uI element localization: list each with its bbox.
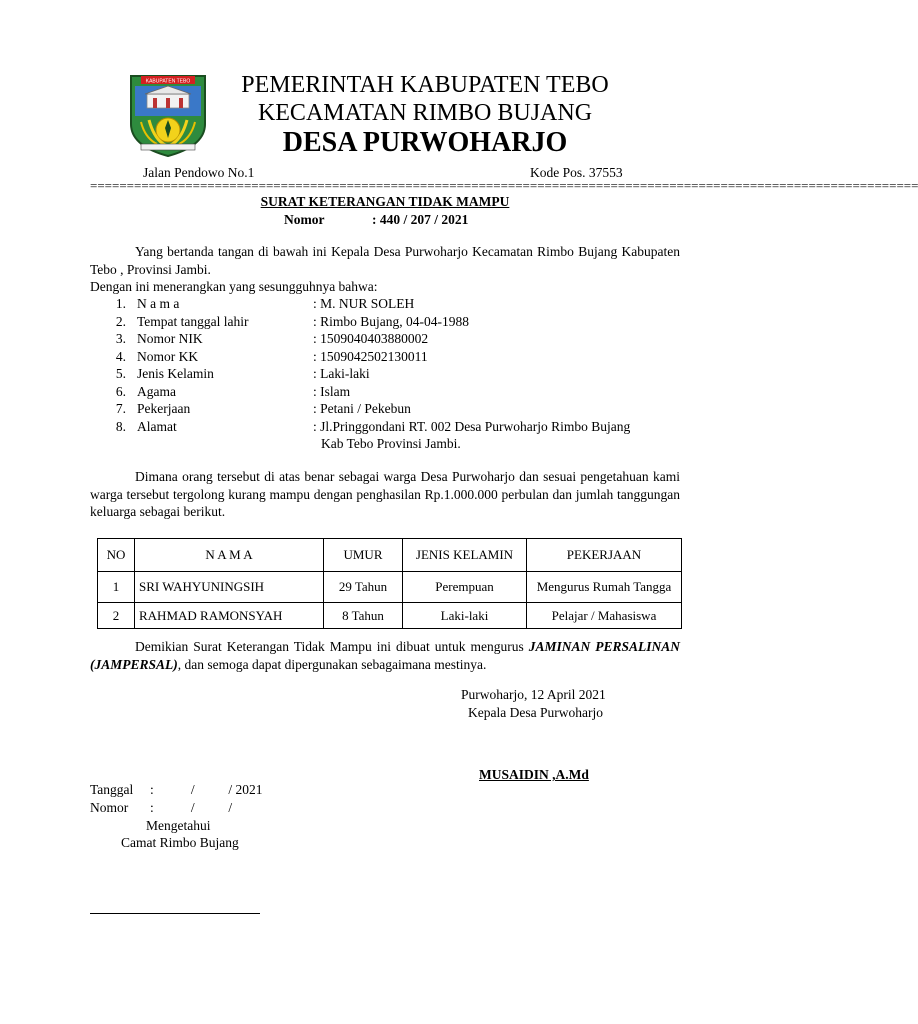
- footer-date-value: : / / 2021: [150, 782, 263, 797]
- cell-occupation: Pelajar / Mahasiswa: [527, 603, 682, 629]
- detail-value: : 1509040403880002: [313, 331, 429, 346]
- letter-number-label: Nomor: [284, 212, 325, 227]
- letter-title: SURAT KETERANGAN TIDAK MAMPU: [260, 194, 510, 209]
- dependents-table: [97, 538, 682, 629]
- detail-label: Pekerjaan: [137, 401, 191, 416]
- col-header-age: UMUR: [324, 539, 403, 572]
- signature-line: [90, 913, 260, 914]
- closing-text-end: , dan semoga dapat dipergunakan sebagaimana mestinya.: [177, 656, 487, 672]
- detail-number: 3.: [115, 331, 126, 346]
- detail-number: 8.: [115, 418, 126, 434]
- closing-purpose: JAMINAN PERSALINAN (JAMPERSAL): [90, 639, 680, 672]
- detail-value: : Jl.Pringgondani RT. 002 Desa Purwoharjo Rimbo Bujang: [313, 418, 631, 434]
- detail-value: : M. NUR SOLEH: [313, 296, 415, 311]
- col-header-name: N A M A: [135, 539, 324, 572]
- detail-label: N a m a: [137, 296, 180, 311]
- detail-label: Nomor NIK: [137, 331, 203, 346]
- detail-number: 2.: [115, 313, 126, 329]
- cell-no: 1: [98, 572, 135, 603]
- detail-number: 6.: [115, 383, 126, 399]
- cell-age: 29 Tahun: [324, 572, 403, 603]
- table-header-row: [98, 539, 682, 572]
- cell-occupation: Mengurus Rumah Tangga: [527, 572, 682, 603]
- letter-number-value: : 440 / 207 / 2021: [372, 212, 469, 227]
- tebo-regency-logo: [127, 72, 209, 158]
- sign-place-date: Purwoharjo, 12 April 2021: [461, 687, 606, 702]
- closing-paragraph: [90, 638, 680, 673]
- detail-label: Alamat: [137, 418, 177, 434]
- detail-value: : Petani / Pekebun: [313, 401, 411, 416]
- col-header-gender: JENIS KELAMIN: [403, 539, 527, 572]
- detail-label: Agama: [137, 383, 176, 399]
- gov-header-line1: PEMERINTAH KABUPATEN TEBO: [241, 72, 609, 98]
- office-address: Jalan Pendowo No.1: [143, 165, 255, 180]
- detail-number: 7.: [115, 401, 126, 416]
- postal-code: Kode Pos. 37553: [530, 165, 623, 180]
- col-header-occupation: PEKERJAAN: [527, 539, 682, 572]
- detail-value: : Islam: [313, 383, 351, 399]
- body-paragraph: Dimana orang tersebut di atas benar sebagai warga Desa Purwoharjo dan sesuai pengetahuan kami warga tersebut tergolong kurang mampu dengan penghasilan Rp.1.000.000 perbulan dan jumlah tanggungan keluarga sebagai berikut.: [90, 469, 680, 519]
- cell-no: 2: [98, 603, 135, 629]
- declaration-line: Dengan ini menerangkan yang sesungguhnya bahwa:: [90, 279, 378, 294]
- table-row: [98, 572, 682, 603]
- detail-label: Tempat tanggal lahir: [137, 313, 249, 329]
- village-name: DESA PURWOHARJO: [282, 127, 568, 158]
- detail-value: : Rimbo Bujang, 04-04-1988: [313, 313, 469, 329]
- closing-text: Demikian Surat Keterangan Tidak Mampu ini dibuat untuk mengurus: [135, 639, 529, 654]
- cell-name: RAHMAD RAMONSYAH: [135, 603, 324, 629]
- detail-label: Nomor KK: [137, 348, 199, 364]
- col-header-no: NO: [98, 539, 135, 572]
- header-separator: =================================================================================================================: [90, 178, 918, 193]
- logo-text: KABUPATEN TEBO: [145, 78, 191, 85]
- detail-value: : 1509042502130011: [313, 348, 428, 364]
- detail-number: 5.: [115, 366, 126, 381]
- footer-number-label: Nomor: [90, 800, 129, 815]
- cell-age: 8 Tahun: [324, 603, 403, 629]
- gov-header-line2: KECAMATAN RIMBO BUJANG: [257, 100, 593, 126]
- sign-position: Kepala Desa Purwoharjo: [468, 705, 603, 720]
- detail-label: Jenis Kelamin: [137, 366, 214, 381]
- cell-gender: Perempuan: [403, 572, 527, 603]
- cell-gender: Laki-laki: [403, 603, 527, 629]
- cell-name: SRI WAHYUNINGSIH: [135, 572, 324, 603]
- footer-number-value: : / /: [150, 800, 233, 815]
- table-row: [98, 603, 682, 629]
- signatory-name: MUSAIDIN ,A.Md: [479, 767, 589, 782]
- acknowledged-label: Mengetahui: [146, 818, 211, 833]
- detail-number: 4.: [115, 348, 126, 364]
- detail-number: 1.: [115, 296, 126, 311]
- address-continuation: Kab Tebo Provinsi Jambi.: [321, 436, 461, 451]
- detail-value: : Laki-laki: [313, 366, 370, 381]
- intro-paragraph: Yang bertanda tangan di bawah ini Kepala Desa Purwoharjo Kecamatan Rimbo Bujang Kabupaten Tebo , Provinsi Jambi.: [90, 244, 680, 277]
- footer-date-label: Tanggal: [90, 782, 134, 797]
- subdistrict-head-label: Camat Rimbo Bujang: [121, 835, 239, 850]
